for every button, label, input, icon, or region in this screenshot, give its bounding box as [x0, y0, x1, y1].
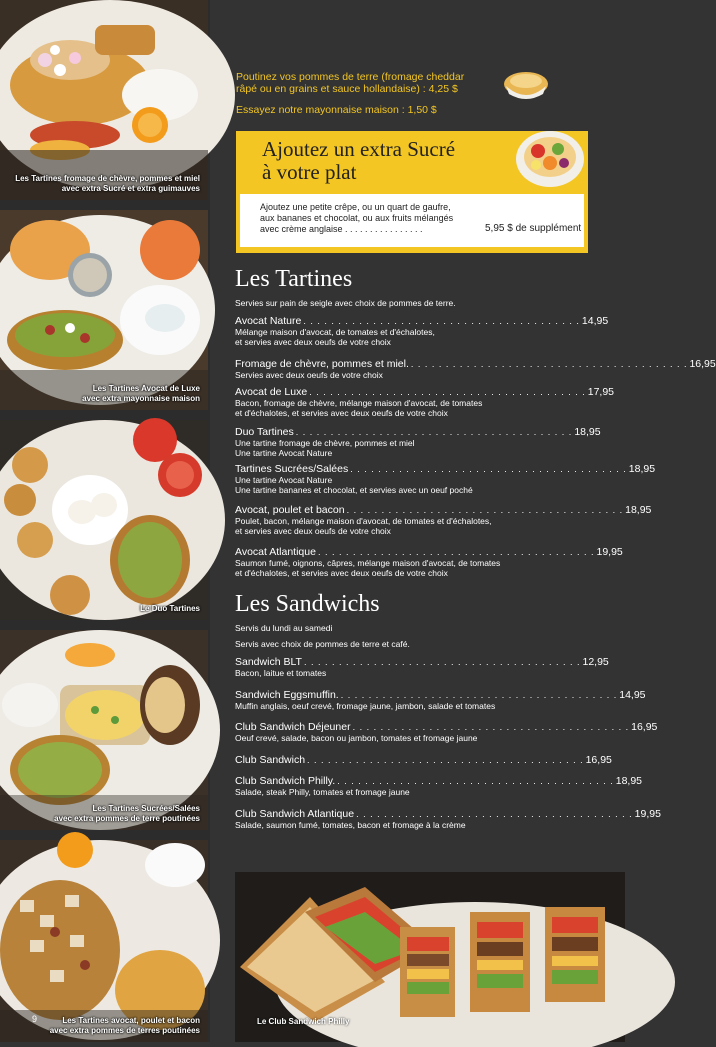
extra-sucre-price: 5,95 $ de supplément — [485, 223, 582, 234]
menu-item-club-philly — [235, 775, 643, 797]
photo-caption — [140, 604, 200, 614]
title-line: à votre plat — [262, 160, 357, 184]
poutine-addon — [236, 71, 464, 95]
poutine-line: Poutinez vos pommes de terre (fromage cheddar — [236, 71, 465, 83]
item-desc: Une tartine fromage de chèvre, pommes et miel — [235, 438, 415, 448]
item-name: Sandwich Eggsmuffin. — [235, 689, 339, 701]
leader-dots: . . . . . . . . . . . . . . . . . . . . . . . . . . . . . . . . . . . . . . . . — [309, 387, 586, 397]
item-price: 18,95 — [625, 504, 652, 516]
fruit-plate-icon — [514, 123, 586, 189]
item-desc: Salade, steak Philly, tomates et fromage jaune — [235, 787, 410, 797]
menu-item-club-dejeuner — [235, 721, 658, 743]
item-name: Duo Tartines — [235, 426, 294, 438]
item-desc: Mélange maison d'avocat, de tomates et d'échalotes, — [235, 327, 435, 337]
item-price: 19,95 — [634, 808, 661, 820]
menu-item-club-atlantique — [235, 808, 661, 830]
caption-line: Les Tartines fromage de chèvre, pommes et miel — [15, 174, 200, 183]
page-number: 9 — [32, 1014, 38, 1024]
item-price: 19,95 — [596, 546, 623, 558]
caption-line: Le Duo Tartines — [140, 604, 200, 613]
menu-item-avocat-atlantique — [235, 546, 623, 578]
item-name: Fromage de chèvre, pommes et miel. — [235, 358, 409, 370]
extra-sucre-description — [260, 202, 453, 235]
photo-caption: Le Club Sandwich Philly — [257, 1017, 350, 1026]
caption-line: Les Tartines Avocat de Luxe — [92, 384, 200, 393]
caption-line: Les Tartines avocat, poulet et bacon — [62, 1016, 200, 1025]
item-price: 12,95 — [582, 656, 609, 668]
item-desc: Bacon, fromage de chèvre, mélange maison d'avocat, de tomates — [235, 398, 483, 408]
leader-dots: . . . . . . . . . . . . . . . . . . . . . . . . . . . . . . . . . . . . . . . . — [303, 316, 580, 326]
menu-item-sandwich-blt — [235, 656, 609, 678]
item-name: Tartines Sucrées/Salées — [235, 463, 349, 475]
item-desc: Muffin anglais, oeuf crevé, fromage jaune, jambon, salade et tomates — [235, 701, 496, 711]
item-desc: Une tartine bananes et chocolat, et servies avec un oeuf poché — [235, 485, 473, 495]
item-name: Club Sandwich Déjeuner — [235, 721, 351, 733]
photo-column — [0, 0, 210, 1042]
photo-avocat-luxe — [0, 210, 208, 410]
item-price: 16,95 — [585, 754, 612, 766]
item-desc: Salade, saumon fumé, tomates, bacon et fromage à la crème — [235, 820, 466, 830]
tartines-title: Les Tartines — [235, 266, 353, 292]
item-name: Club Sandwich Atlantique — [235, 808, 355, 820]
item-name: Avocat, poulet et bacon — [235, 504, 345, 516]
food-photo-4 — [0, 630, 208, 830]
photo-sucrees-salees — [0, 630, 208, 830]
item-name: Avocat Nature — [235, 315, 302, 327]
photo-caption — [54, 804, 200, 824]
leader-dots: . . . . . . . . . . . . . . . . . . . . . . . . . . . . . . . . . . . . . . . . — [410, 359, 688, 369]
description-line: aux bananes et chocolat, ou aux fruits mélangés — [260, 213, 454, 223]
item-desc: et d'échalotes, et servies avec deux oeufs de votre choix — [235, 408, 448, 418]
description-line: avec crème anglaise . . . . . . . . . . . . . . . . — [260, 224, 423, 234]
item-price: 14,95 — [619, 689, 646, 701]
extra-sucre-box — [236, 131, 588, 253]
food-photo-1 — [0, 0, 208, 200]
leader-dots: . . . . . . . . . . . . . . . . . . . . . . . . . . . . . . . . . . . . . . . . — [295, 427, 573, 437]
item-price: 16,95 — [689, 358, 716, 370]
item-desc: Poulet, bacon, mélange maison d'avocat, de tomates et d'échalotes, — [235, 516, 492, 526]
item-price: 18,95 — [628, 463, 656, 475]
photo-chevre-pommes-miel — [0, 0, 208, 200]
item-price: 14,95 — [581, 315, 609, 327]
item-price: 18,95 — [574, 426, 601, 438]
item-desc: Bacon, laitue et tomates — [235, 668, 327, 678]
leader-dots: . . . . . . . . . . . . . . . . . . . . . . . . . . . . . . . . . . . . . . . . — [356, 809, 633, 819]
item-price: 17,95 — [587, 386, 615, 398]
item-name: Avocat Atlantique — [235, 546, 316, 558]
food-photo-2 — [0, 210, 208, 410]
caption-line: avec extra mayonnaise maison — [82, 394, 200, 403]
food-photo-5 — [0, 840, 208, 1042]
leader-dots: . . . . . . . . . . . . . . . . . . . . . . . . . . . . . . . . . . . . . . . . — [317, 547, 595, 557]
item-desc: Oeuf crevé, salade, bacon ou jambon, tomates et fromage jaune — [235, 733, 478, 743]
tartines-intro: Servies sur pain de seigle avec choix de pommes de terre. — [235, 298, 456, 308]
caption-line: Les Tartines Sucrées/Salées — [92, 804, 200, 813]
item-name: Avocat de Luxe — [235, 386, 308, 398]
leader-dots: . . . . . . . . . . . . . . . . . . . . . . . . . . . . . . . . . . . . . . . . — [352, 722, 630, 732]
item-price: 16,95 — [631, 721, 658, 733]
menu-item-eggsmuffin — [235, 689, 646, 711]
mayo-addon: Essayez notre mayonnaise maison : 1,50 $ — [236, 104, 437, 116]
photo-duo-tartines — [0, 420, 208, 620]
menu-item-fromage-chevre — [235, 358, 716, 380]
item-desc: et d'échalotes, et servies avec deux oeufs de votre choix — [235, 568, 448, 578]
poutine-line: râpé ou en grains et sauce hollandaise) : 4,25 $ — [236, 83, 458, 95]
description-line: Ajoutez une petite crêpe, ou un quart de gaufre, — [260, 202, 451, 212]
extra-sucre-title — [262, 138, 455, 184]
photo-caption — [50, 1016, 200, 1036]
item-desc: et servies avec deux oeufs de votre choix — [235, 337, 391, 347]
caption-line: avec extra pommes de terres poutinées — [49, 1026, 200, 1035]
leader-dots: . . . . . . . . . . . . . . . . . . . . . . . . . . . . . . . . . . . . . . . . — [340, 690, 618, 700]
food-photo-3 — [0, 420, 208, 620]
photo-caption — [15, 174, 200, 194]
photo-avocat-poulet-bacon — [0, 840, 208, 1042]
item-desc: Une tartine Avocat Nature — [235, 475, 333, 485]
sandwichs-served: Servis du lundi au samedi — [235, 623, 333, 633]
item-desc: Servies avec deux oeufs de votre choix — [235, 370, 383, 380]
item-price: 18,95 — [615, 775, 643, 787]
leader-dots: . . . . . . . . . . . . . . . . . . . . . . . . . . . . . . . . . . . . . . . . — [307, 755, 584, 765]
item-name: Sandwich BLT — [235, 656, 302, 668]
sandwichs-title: Les Sandwichs — [235, 591, 380, 617]
item-desc: Saumon fumé, oignons, câpres, mélange maison d'avocat, de tomates — [235, 558, 501, 568]
leader-dots: . . . . . . . . . . . . . . . . . . . . . . . . . . . . . . . . . . . . . . . . — [303, 657, 581, 667]
item-desc: et servies avec deux oeufs de votre choix — [235, 526, 391, 536]
menu-item-club-sandwich — [235, 754, 612, 766]
caption-line: avec extra Sucré et extra guimauves — [61, 184, 200, 193]
club-sandwich-photo — [235, 872, 625, 1042]
menu-item-avocat-poulet-bacon — [235, 504, 652, 536]
sandwichs-intro: Servis avec choix de pommes de terre et café. — [235, 639, 410, 649]
leader-dots: . . . . . . . . . . . . . . . . . . . . . . . . . . . . . . . . . . . . . . . . — [346, 505, 624, 515]
menu-item-avocat-luxe — [235, 386, 615, 418]
leader-dots: . . . . . . . . . . . . . . . . . . . . . . . . . . . . . . . . . . . . . . . . — [337, 776, 614, 786]
item-name: Club Sandwich Philly. — [235, 775, 336, 787]
item-name: Club Sandwich — [235, 754, 306, 766]
menu-item-avocat-nature — [235, 315, 609, 347]
photo-caption — [82, 384, 200, 404]
item-desc: Une tartine Avocat Nature — [235, 448, 333, 458]
caption-line: avec extra pommes de terre poutinées — [54, 814, 200, 823]
poutine-bowl-icon — [503, 70, 549, 102]
menu-item-duo-tartines — [235, 426, 601, 458]
menu-item-sucrees-salees — [235, 463, 656, 495]
title-line: Ajoutez un extra Sucré — [262, 137, 456, 161]
extra-sucre-details — [240, 194, 584, 247]
leader-dots: . . . . . . . . . . . . . . . . . . . . . . . . . . . . . . . . . . . . . . . . — [350, 464, 627, 474]
